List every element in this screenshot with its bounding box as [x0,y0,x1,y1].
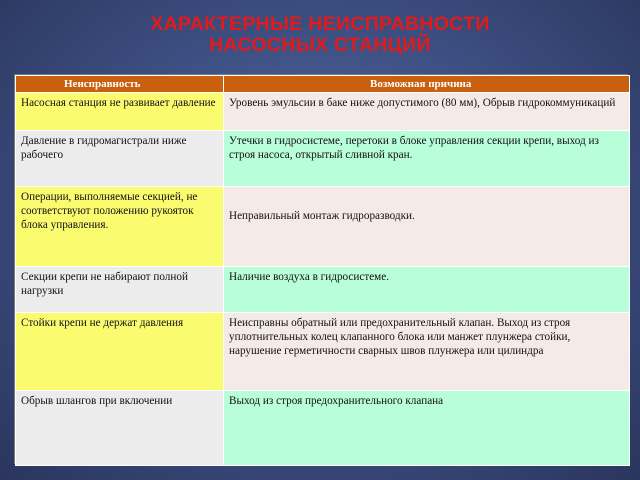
cause-cell: Наличие воздуха в гидросистеме. [224,267,630,313]
table-row [16,267,630,313]
fault-cell: Стойки крепи не держат давления [16,313,224,391]
fault-cell: Обрыв шлангов при включении [16,391,224,466]
table-row [16,313,630,391]
table-row [16,131,630,187]
fault-cell: Давление в гидромагистрали ниже рабочего [16,131,224,187]
cause-cell: Уровень эмульсии в баке ниже допустимого (80 мм), Обрыв гидрокоммуникаций [224,93,630,131]
header-fault: Неисправность [16,76,224,93]
slide-title [0,14,640,56]
header-cause: Возможная причина [224,76,630,93]
table-header-row [16,76,630,93]
fault-cell: Операции, выполняемые секцией, не соответствуют положению рукояток блока управления. [16,187,224,267]
cause-cell: Неправильный монтаж гидроразводки. [224,187,630,267]
faults-table [14,74,628,464]
slide-title-line-2: НАСОСНЫХ СТАНЦИЙ [209,34,431,56]
slide-title-line-1: ХАРАКТЕРНЫЕ НЕИСПРАВНОСТИ [150,13,490,35]
table-row [16,187,630,267]
table-row [16,93,630,131]
cause-cell: Выход из строя предохранительного клапана [224,391,630,466]
fault-cell: Насосная станция не развивает давление [16,93,224,131]
fault-cell: Секции крепи не набирают полной нагрузки [16,267,224,313]
table-row [16,391,630,466]
cause-cell: Неисправны обратный или предохранительный клапан. Выход из строя уплотнительных колец клапанного блока или манжет плунжера стойки, нарушение герметичности сварных швов плунжера или цилиндра [224,313,630,391]
cause-cell: Утечки в гидросистеме, перетоки в блоке управления секции крепи, выход из строя насоса, открытый сливной кран. [224,131,630,187]
